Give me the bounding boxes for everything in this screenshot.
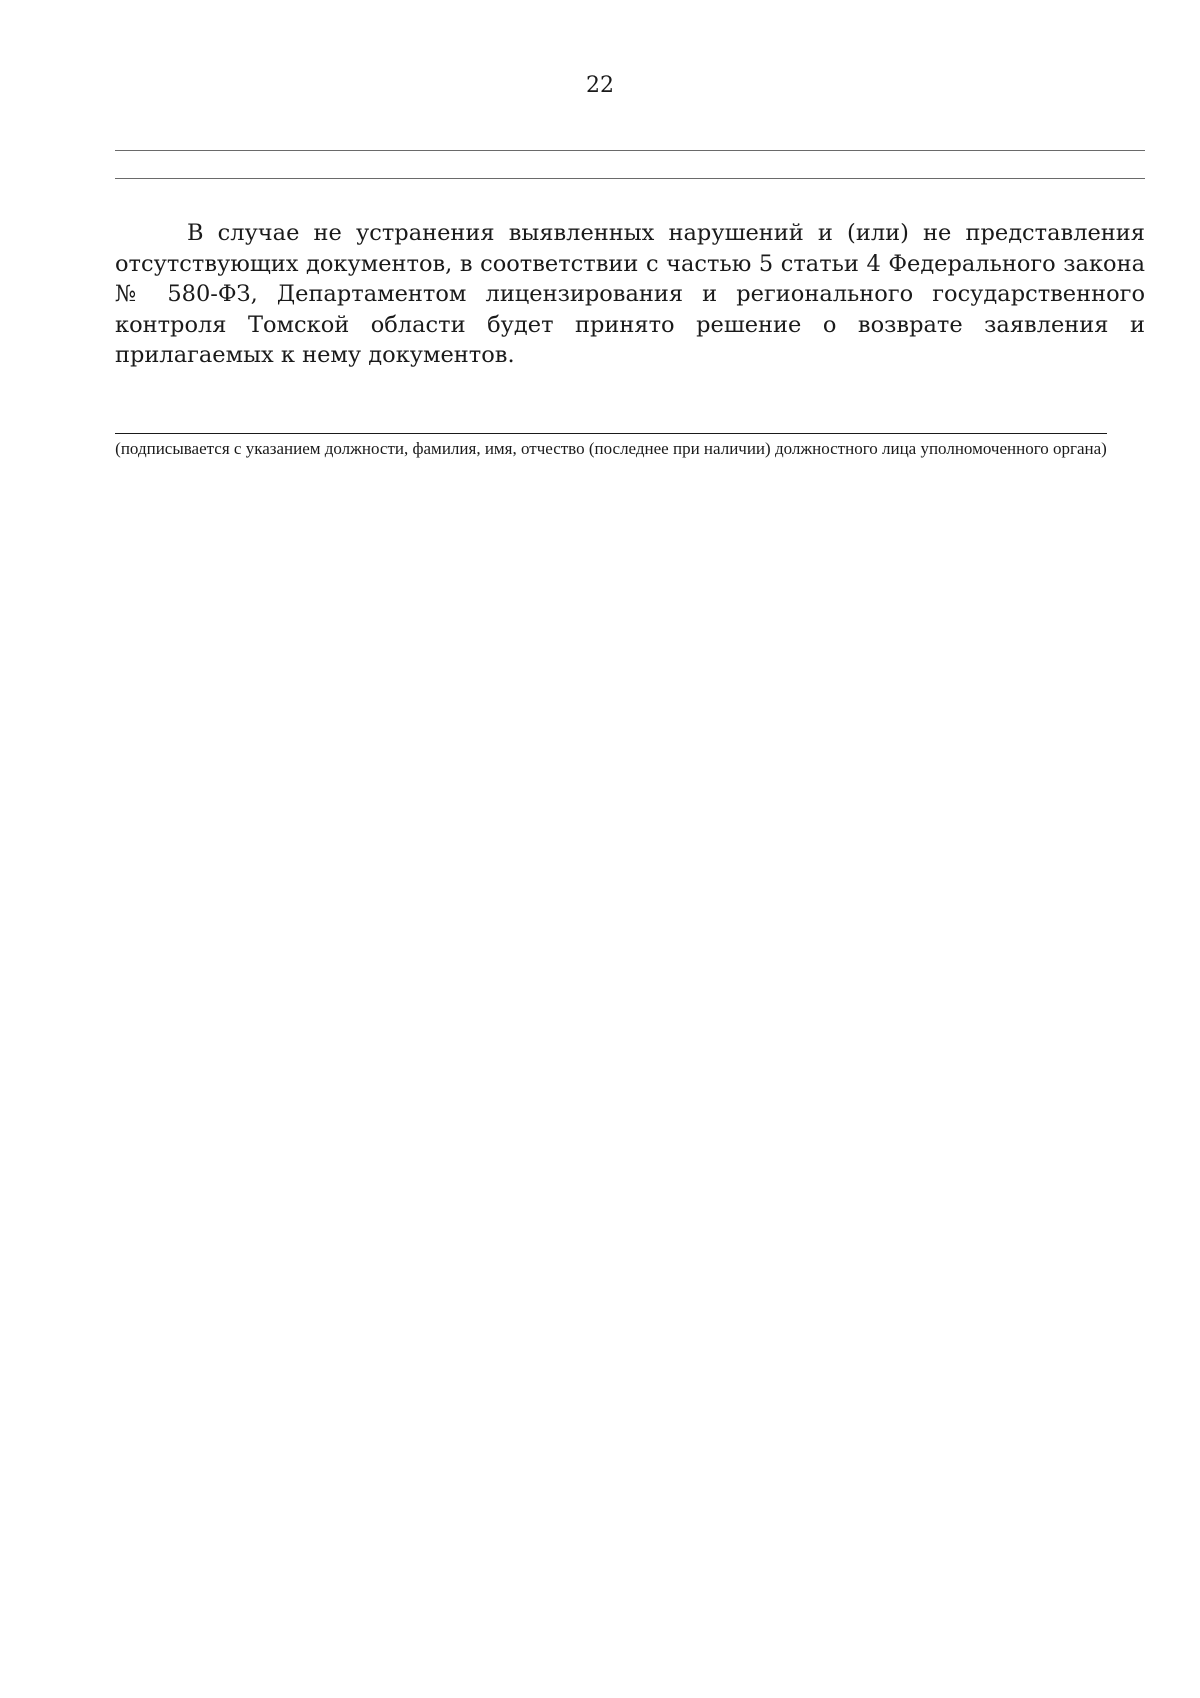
signature-caption: (подписывается с указанием должности, фамилия, имя, отчество (последнее при наличии) должностного лица уполномоченного органа) (115, 439, 1107, 458)
blank-fill-line-2 (115, 178, 1145, 179)
signature-line (115, 433, 1107, 434)
body-paragraph: В случае не устранения выявленных нарушений и (или) не представления отсутствующих документов, в соответствии с частью 5 статьи 4 Федерального закона № 580-ФЗ, Департаментом лицензирования и регионального государственного контроля Томской области будет принято решение о возврате заявления и прилагаемых к нему документов. (115, 220, 1145, 368)
blank-fill-line-1 (115, 150, 1145, 151)
page-number: 22 (586, 73, 614, 98)
